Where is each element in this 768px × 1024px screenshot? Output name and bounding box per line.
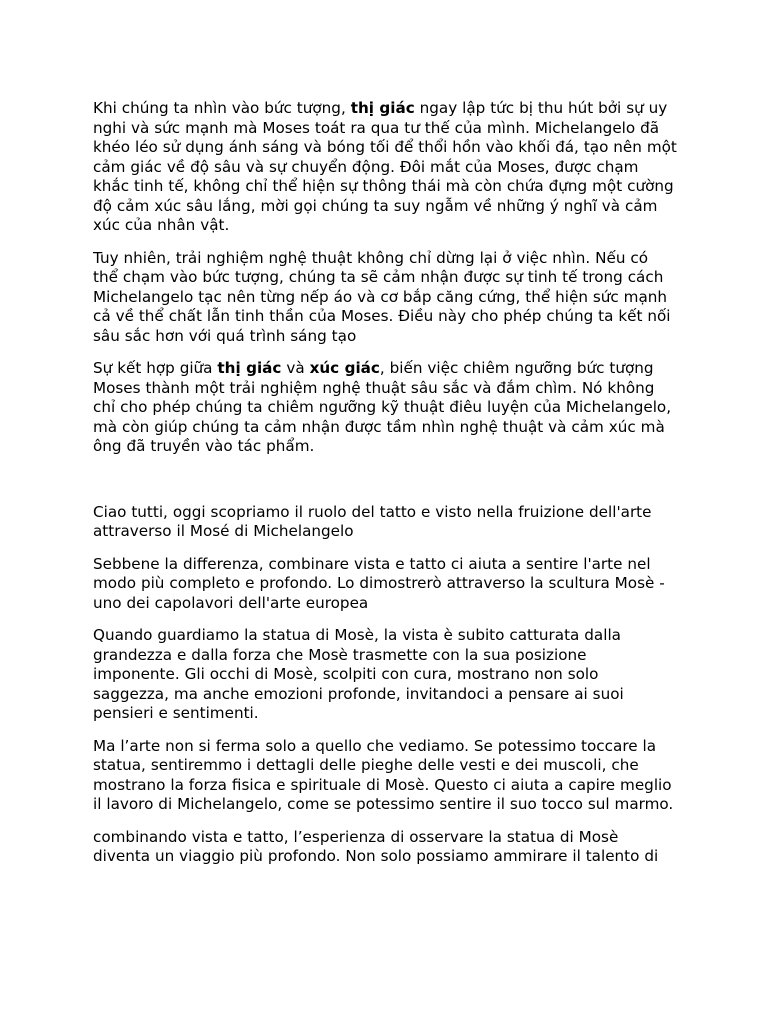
italian-paragraph-4: Ma l’arte non si ferma solo a quello che vediamo. Se potessimo toccare la statua, sentiremmo i dettagli delle pieghe delle vesti e dei muscoli, che mostrano la forza fisica e spirituale di Mosè. Questo ci aiuta a capire meglio il lavoro di Michelangelo, come se potessimo sentire il suo tocco sul marmo.: [93, 736, 674, 813]
section-gap: [93, 457, 677, 503]
vietnamese-paragraph-3: [93, 359, 677, 457]
document-page: [93, 99, 677, 867]
vietnamese-paragraph-2: Tuy nhiên, trải nghiệm nghệ thuật không chỉ dừng lại ở việc nhìn. Nếu có thể chạm vào bức tượng, chúng ta sẽ cảm nhận được sự tinh tế trong cách Michelangelo tạc nên từng nếp áo và cơ bắp căng cứng, thể hiện sức mạnh cả về thể chất lẫn tinh thần của Moses. Điều này cho phép chúng ta kết nối sâu sắc hơn với quá trình sáng tạo: [93, 248, 671, 345]
text-run: Khi chúng ta nhìn vào bức tượng,: [93, 99, 351, 117]
vietnamese-paragraph-1: [93, 99, 677, 236]
bold-term-xuc-giac: xúc giác: [309, 359, 380, 377]
text-run: và: [281, 359, 310, 377]
text-run: ngay lập tức bị thu hút bởi sự uy nghi và sức mạnh mà Moses toát ra qua tư thế của mình. Michelangelo đã khéo léo sử dụng ánh sáng và bóng tối để thổi hồn vào khối đá, tạo nên một cảm giác về độ sâu và sự chuyển động. Đôi mắt của Moses, được chạm khắc tinh tế, không chỉ thể hiện sự thông thái mà còn chứa đựng một cường độ cảm xúc sâu lắng, mời gọi chúng ta suy ngẫm về những ý nghĩ và cảm xúc của nhân vật.: [93, 99, 677, 234]
bold-term-thi-giac: thị giác: [217, 359, 282, 377]
italian-paragraph-3: Quando guardiamo la statua di Mosè, la vista è subito catturata dalla grandezza e dalla forza che Mosè trasmette con la sua posizione imponente. Gli occhi di Mosè, scolpiti con cura, mostrano non solo saggezza, ma anche emozioni profonde, invitandoci a pensare ai suoi pensieri e sentimenti.: [93, 626, 624, 722]
italian-paragraph-1: Ciao tutti, oggi scopriamo il ruolo del tatto e visto nella fruizione dell'arte attraverso il Mosé di Michelangelo: [93, 502, 652, 540]
italian-paragraph-5: combinando vista e tatto, l’esperienza di osservare la statua di Mosè diventa un viaggio più profondo. Non solo possiamo ammirare il talento di: [93, 827, 659, 865]
text-run: Sự kết hợp giữa: [93, 359, 218, 377]
italian-paragraph-2: Sebbene la differenza, combinare vista e tatto ci aiuta a sentire l'arte nel modo più completo e profondo. Lo dimostrerò attraverso la scultura Mosè - uno dei capolavori dell'arte europea: [93, 554, 665, 612]
bold-term-thi-giac: thị giác: [350, 99, 415, 117]
text-run: , biến việc chiêm ngưỡng bức tượng Moses thành một trải nghiệm nghệ thuật sâu sắc và đắm chìm. Nó không chỉ cho phép chúng ta chiêm ngưỡng kỹ thuật điêu luyện của Michelangelo, mà còn giúp chúng ta cảm nhận được tầm nhìn nghệ thuật và cảm xúc mà ông đã truyền vào tác phẩm.: [93, 359, 672, 455]
